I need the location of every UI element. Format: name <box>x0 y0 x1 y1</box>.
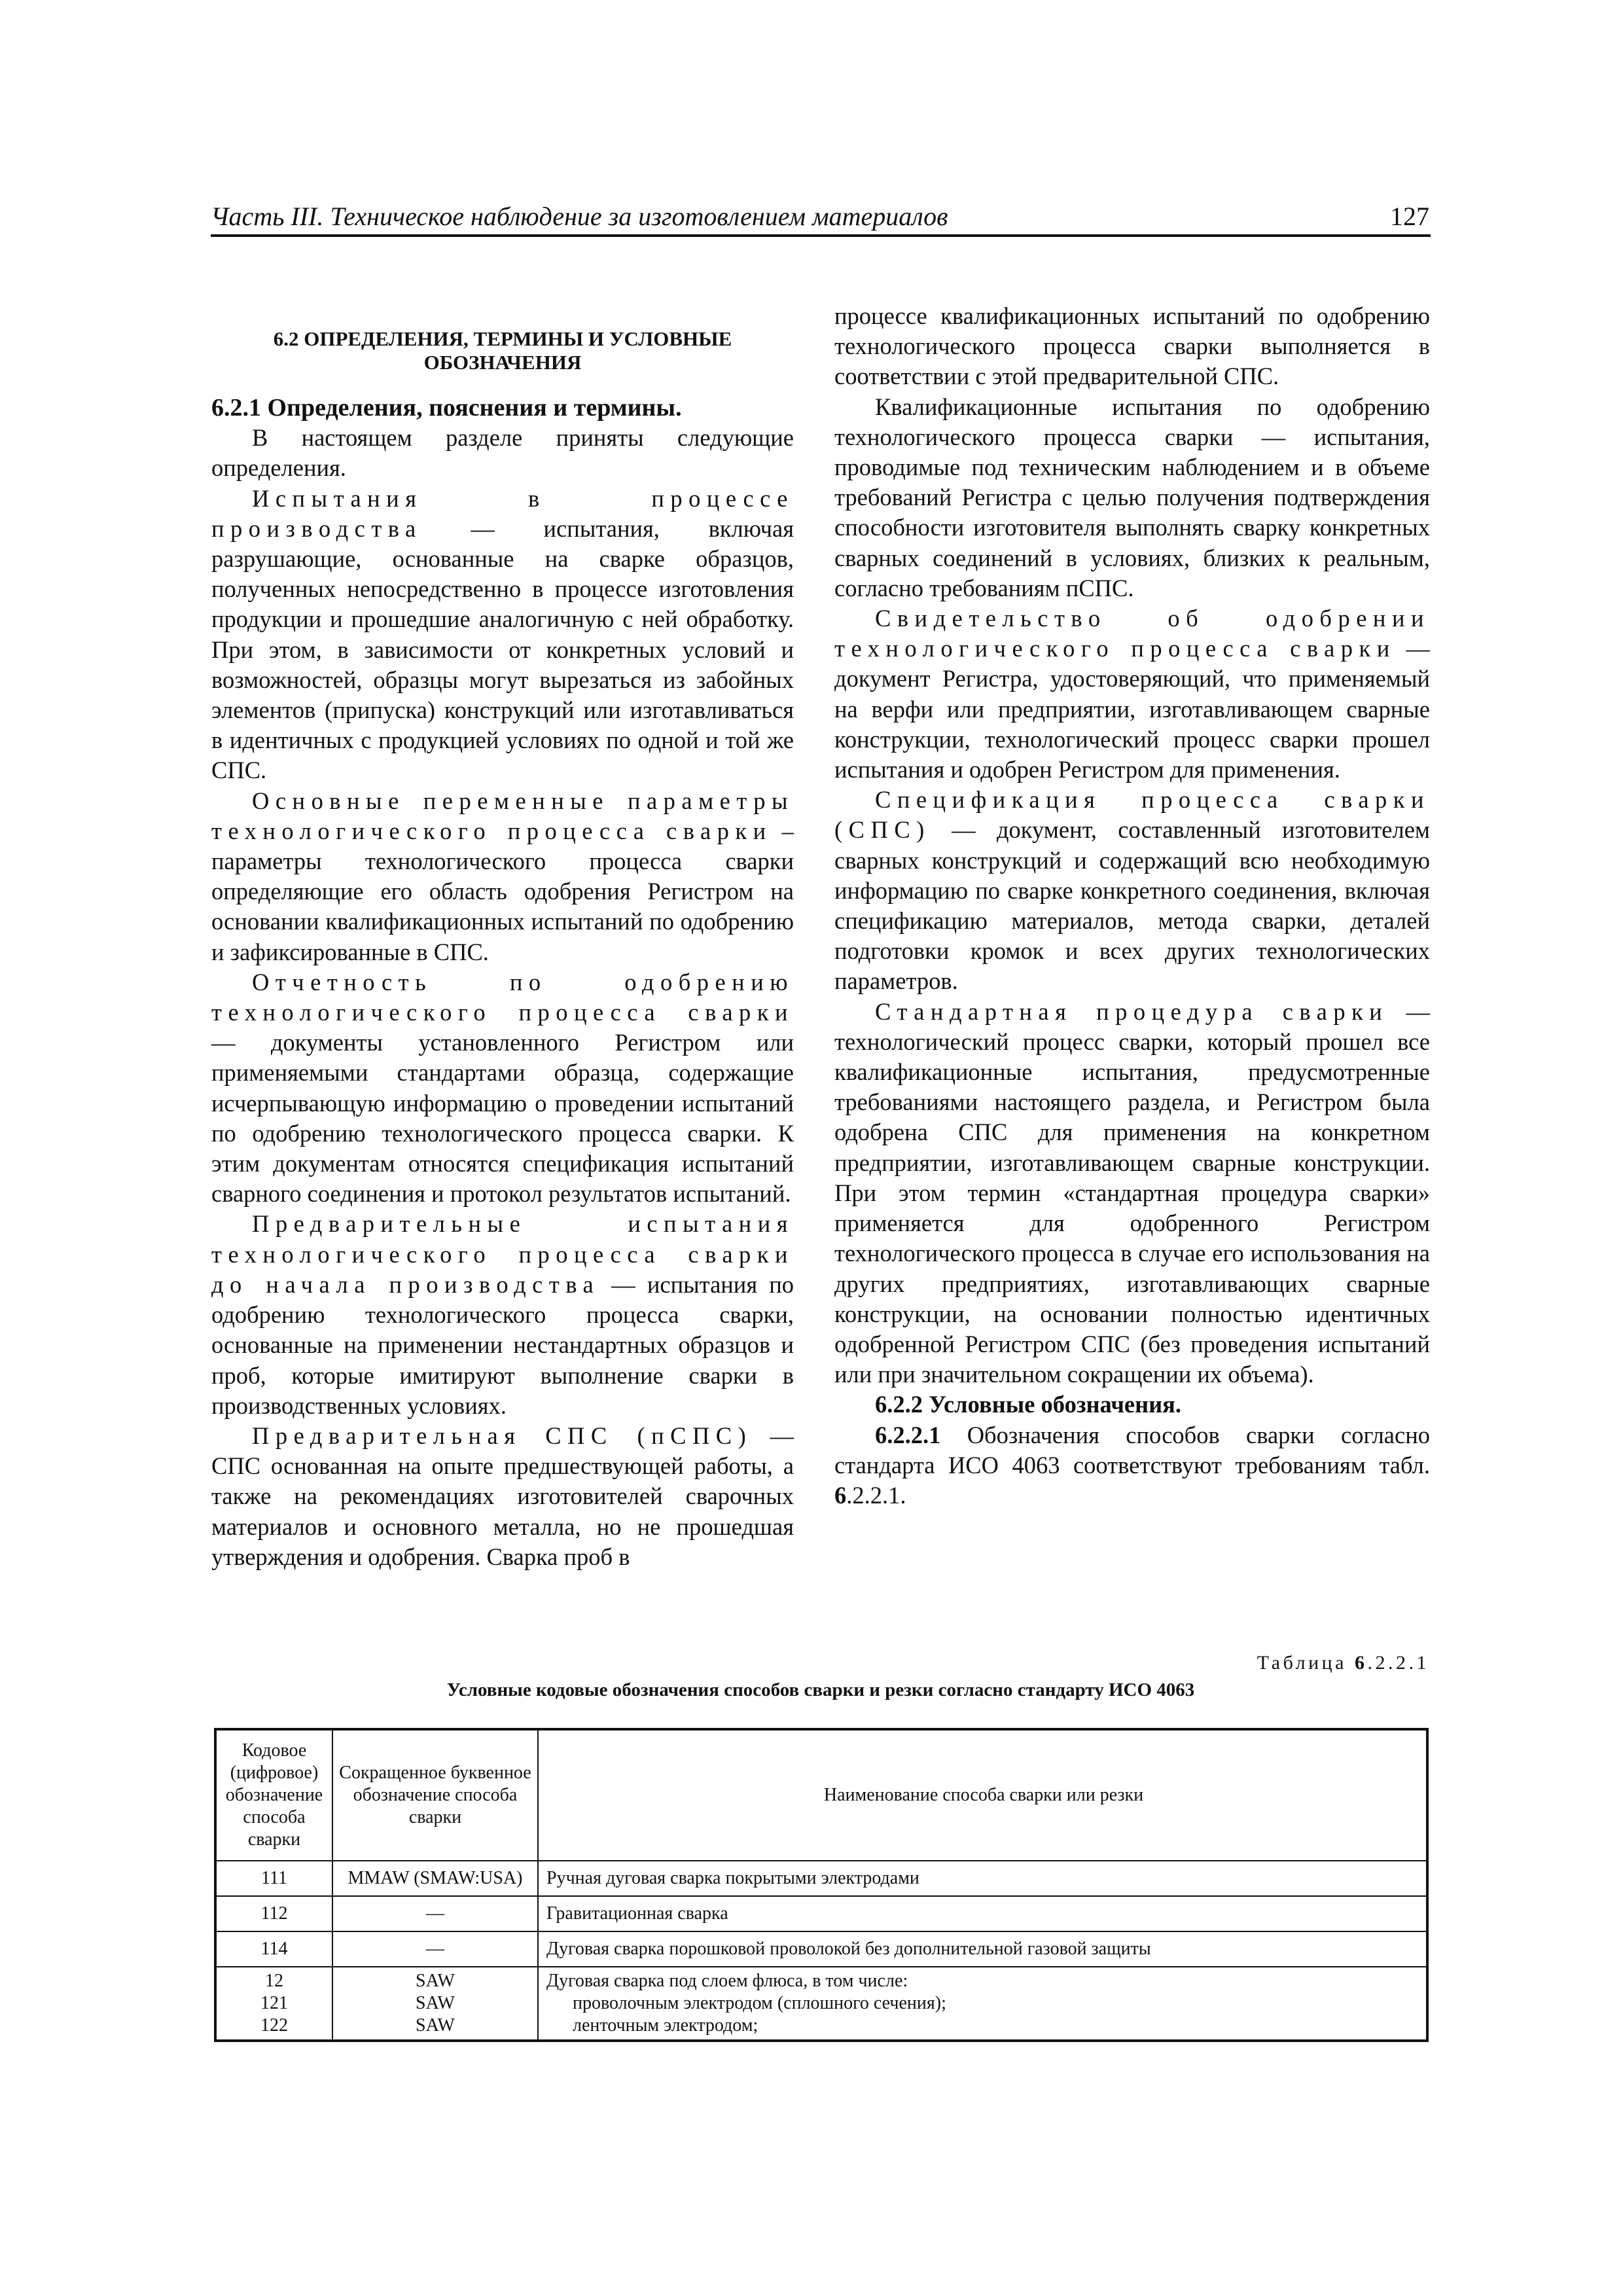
definition-text: — документ, составленный изготовителем сварных конструкций и содержащий всю необходимую информацию по сварке конкретного соединения, включая спецификацию материалов, метода сварки, деталей подготовки кромок и всех других технологических параметров. <box>834 816 1430 995</box>
header-abbreviation: Сокращенное буквенное обозначение способа сварки <box>332 1729 538 1861</box>
definition-paragraph: Квалификационные испытания по одобрению технологического процесса сварки — испытания, проводимые под техническим наблюдением и в объеме требований Регистра с целью получения подтверждения способности изготовителя выполнять сварку конкретных сварных соединений в условиях, близких к реальным, согласно требованиям пСПС. <box>834 393 1430 601</box>
definition-text: — документ Регистра, удостоверяющий, что применяемый на верфи или предприятии, изготавливающем сварные конструкции, технологический процесс сварки прошел испытания и одобрен Регистром для применения. <box>834 635 1431 783</box>
section-heading-line-2: ОБОЗНАЧЕНИЯ <box>423 351 582 374</box>
definition-text: – параметры технологического процесса сварки определяющие его область одобрения Регистром на основании квалификационных испытаний по одобрению и зафиксированные в СПС. <box>211 817 794 965</box>
definition-paragraph <box>834 997 1430 1390</box>
table-label-number: 6 <box>1355 1652 1368 1674</box>
cell-abbreviation: — <box>332 1931 538 1967</box>
term: Основные переменные параметры технологического процесса сварки <box>211 787 794 844</box>
clause-text: Обозначения способов сварки согласно стандарта ИСО 4063 соответствуют требованиям табл. <box>834 1421 1430 1479</box>
definition-paragraph <box>211 1421 794 1572</box>
clause-6-2-2-1 <box>834 1420 1430 1511</box>
cell-process-subitem: проволочным электродом (сплошного сечения); <box>573 1993 946 2013</box>
table-label-rest: .2.2.1 <box>1367 1652 1429 1674</box>
cell-abbreviation: MMAW (SMAW:USA) <box>332 1861 538 1896</box>
definition-text: — СПС основанная на опыте предшествующей работы, а также на рекомендациях изготовителей сварочных материалов и основного металла, но не прошедшая утверждения и одобрения. Сварка проб в <box>211 1422 794 1570</box>
table-title: Условные кодовые обозначения способов сварки и резки согласно стандарту ИСО 4063 <box>446 1679 1195 1700</box>
term: Испытания в процессе производства <box>211 484 794 542</box>
cell-abbreviation: — <box>332 1896 538 1931</box>
definition-text: — технологический процесс сварки, который прошел все квалификационные испытания, предусмотренные требованиями настоящего раздела, и Регистром была одобрена СПС для применения на конкретном предприятии, изготавливающем сварные конструкции. При этом термин «стандартная процедура сварки» применяется для одобренного Регистром технологического процесса в случае его использования на других предприятиях, изготавливающих сварные конструкции, на основании полностью идентичных одобренной Регистром СПС (без проведения испытаний или при значительном сокращении их объема). <box>834 997 1430 1388</box>
cell-code: 111 <box>215 1861 332 1896</box>
running-title: Часть III. Техническое наблюдение за изготовлением материалов <box>211 202 948 231</box>
cell-abbreviation: SAW <box>416 1993 455 2013</box>
term: Отчетность по одобрению технологического процесса сварки <box>211 968 794 1026</box>
cell-process-name: Ручная дуговая сварка покрытыми электродами <box>538 1861 1427 1896</box>
subheading-6-2-1: 6.2.1 Определения, пояснения и термины. <box>211 394 682 422</box>
definition-text: — испытания, включая разрушающие, основанные на сварке образцов, полученных непосредственно в процессе изготовления продукции и прошедшие аналогичную с ней обработку. При этом, в зависимости от конкретных условий и возможностей, образцы могут вырезаться из забойных элементов (припуска) конструкций или изготавливаться в идентичных с продукцией условиях по одной и той же СПС. <box>211 514 794 784</box>
definition-text: — документы установленного Регистром или применяемыми стандартами образца, содержащие исчерпывающую информацию о проведении испытаний по одобрению технологического процесса сварки. К этим документам относятся спецификация испытаний сварного соединения и протокол результатов испытаний. <box>211 1029 794 1208</box>
right-column <box>834 301 1430 1511</box>
header-process-name: Наименование способа сварки или резки <box>538 1729 1427 1861</box>
section-heading-line-1: 6.2 ОПРЕДЕЛЕНИЯ, ТЕРМИНЫ И УСЛОВНЫЕ <box>273 327 732 350</box>
left-column <box>211 314 794 1572</box>
intro-paragraph: В настоящем разделе приняты следующие определения. <box>211 424 794 482</box>
table-header-row <box>215 1729 1427 1861</box>
cell-process-name: Гравитационная сварка <box>538 1896 1427 1931</box>
definition-paragraph <box>834 603 1430 785</box>
term: Спецификация процесса сварки (СПС) <box>834 786 1430 844</box>
cell-abbreviation-group <box>332 1967 538 2041</box>
cell-process-name-group <box>538 1967 1427 2041</box>
definition-paragraph <box>211 484 794 786</box>
cell-code-group <box>215 1967 332 2041</box>
term: Свидетельство об одобрении технологического процесса сварки <box>834 605 1430 662</box>
table-row-saw-group <box>215 1967 1427 2041</box>
definition-paragraph <box>211 1209 794 1420</box>
term: Стандартная процедура сварки <box>875 997 1389 1025</box>
section-heading <box>211 327 794 374</box>
running-header <box>211 196 1431 237</box>
definition-paragraph <box>211 786 794 967</box>
clause-number: 6.2.2.1 <box>875 1421 941 1448</box>
table-row <box>215 1931 1427 1967</box>
cell-code: 112 <box>215 1896 332 1931</box>
table-label-word: Таблица <box>1257 1652 1355 1674</box>
cell-process-subitem: ленточным электродом; <box>573 2015 758 2036</box>
cell-code: 122 <box>260 2015 288 2036</box>
cell-code: 114 <box>215 1931 332 1967</box>
definition-paragraph <box>211 967 794 1210</box>
cell-code: 121 <box>260 1993 288 2013</box>
header-code: Кодовое (цифровое) обозначение способа сварки <box>215 1729 332 1861</box>
table-row <box>215 1896 1427 1931</box>
cell-abbreviation: SAW <box>416 1971 455 1991</box>
subheading-6-2-2: 6.2.2 Условные обозначения. <box>875 1391 1182 1418</box>
definition-paragraph <box>834 785 1430 996</box>
table-ref-bold: 6 <box>834 1481 847 1509</box>
cell-code: 12 <box>265 1971 283 1991</box>
table-label <box>1257 1652 1429 1674</box>
table-ref-rest: .2.2.1. <box>846 1481 906 1509</box>
welding-codes-table <box>214 1728 1429 2042</box>
term: Предварительная СПС (пСПС) <box>252 1422 753 1449</box>
term: Предварительные испытания технологического процесса сварки до начала производства <box>211 1210 794 1298</box>
definition-text: — испытания по одобрению технологического процесса сварки, основанные на применении нестандартных образцов и проб, которые имитируют выполнение сварки в производственных условиях. <box>211 1270 794 1419</box>
cell-process-name: Дуговая сварка порошковой проволокой без дополнительной газовой защиты <box>538 1931 1427 1967</box>
cell-process-name: Дуговая сварка под слоем флюса, в том числе: <box>546 1971 908 1991</box>
continued-paragraph: процессе квалификационных испытаний по одобрению технологического процесса сварки выполняется в соответствии с этой предварительной СПС. <box>834 302 1430 390</box>
page-number: 127 <box>1390 202 1429 231</box>
table-row <box>215 1861 1427 1896</box>
cell-abbreviation: SAW <box>416 2015 455 2036</box>
